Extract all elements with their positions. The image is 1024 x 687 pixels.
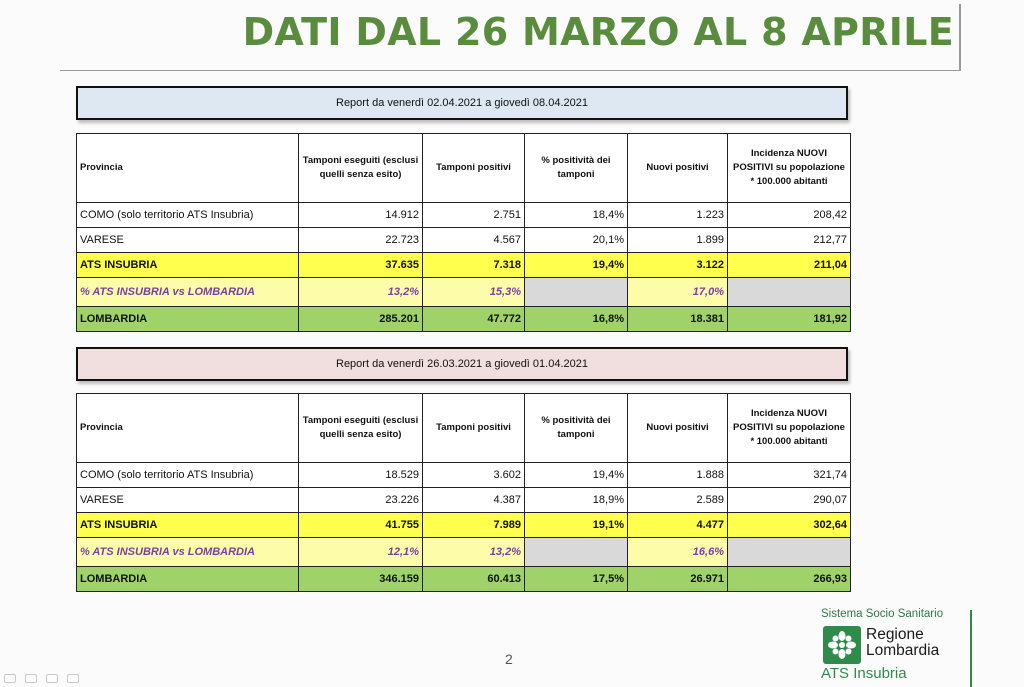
- cell: 13,2%: [299, 278, 423, 307]
- cell: 1.223: [628, 203, 728, 228]
- cell: 302,64: [728, 513, 851, 538]
- col-incidenza: Incidenza NUOVI POSITIVI su popolazione * 100.000 abitanti: [728, 134, 851, 203]
- cell: 212,77: [728, 228, 851, 253]
- cell: 22.723: [299, 228, 423, 253]
- page-number: 2: [505, 651, 513, 667]
- cell: 18.529: [299, 463, 423, 488]
- cell: COMO (solo territorio ATS Insubria): [77, 203, 299, 228]
- cell: 285.201: [299, 307, 423, 332]
- cell: 23.226: [299, 488, 423, 513]
- logo-regione-line2: Lombardia: [866, 642, 940, 659]
- report-2-header: Report da venerdì 26.03.2021 a giovedì 01.04.2021: [76, 347, 848, 381]
- regione-lombardia-logo-icon: [823, 626, 861, 664]
- table-row-varese: [77, 488, 851, 513]
- col-tamponi-eseguiti: Tamponi eseguiti (esclusi quelli senza esito): [299, 134, 423, 203]
- cell: ATS INSUBRIA: [77, 253, 299, 278]
- table-row-ats-insubria: [77, 253, 851, 278]
- cell: 18,4%: [525, 203, 628, 228]
- col-tamponi-positivi: Tamponi positivi: [423, 134, 525, 203]
- cell: COMO (solo territorio ATS Insubria): [77, 463, 299, 488]
- col-nuovi-positivi: Nuovi positivi: [628, 134, 728, 203]
- title-divider: [60, 70, 960, 71]
- cell: 346.159: [299, 567, 423, 592]
- table-row-lombardia: [77, 567, 851, 592]
- table-row-pct-vs-lombardia: [77, 538, 851, 567]
- cell: 181,92: [728, 307, 851, 332]
- table-row-como: [77, 463, 851, 488]
- cell: VARESE: [77, 488, 299, 513]
- table-row-pct-vs-lombardia: [77, 278, 851, 307]
- title-vertical-divider: [959, 4, 961, 71]
- cell: 17,0%: [628, 278, 728, 307]
- cell: 7.989: [423, 513, 525, 538]
- cell: LOMBARDIA: [77, 307, 299, 332]
- col-provincia: Provincia: [77, 134, 299, 203]
- next-slide-icon[interactable]: [67, 674, 79, 683]
- pen-icon[interactable]: [25, 674, 37, 683]
- cell: % ATS INSUBRIA vs LOMBARDIA: [77, 538, 299, 567]
- logo-regione-text: [866, 627, 939, 659]
- cell: 3.122: [628, 253, 728, 278]
- prev-slide-icon[interactable]: [4, 674, 16, 683]
- cell: 4.387: [423, 488, 525, 513]
- report-1-header: Report da venerdì 02.04.2021 a giovedì 08.04.2021: [76, 86, 848, 120]
- cell: 14.912: [299, 203, 423, 228]
- slide-title: DATI DAL 26 MARZO AL 8 APRILE: [242, 10, 954, 54]
- col-nuovi-positivi: Nuovi positivi: [628, 394, 728, 463]
- cell: 321,74: [728, 463, 851, 488]
- cell: [728, 538, 851, 567]
- report-2-table: [76, 393, 851, 592]
- cell: 19,4%: [525, 253, 628, 278]
- cell: [525, 278, 628, 307]
- cell: % ATS INSUBRIA vs LOMBARDIA: [77, 278, 299, 307]
- cell: 19,1%: [525, 513, 628, 538]
- col-incidenza: Incidenza NUOVI POSITIVI su popolazione * 100.000 abitanti: [728, 394, 851, 463]
- cell: 211,04: [728, 253, 851, 278]
- cell: 208,42: [728, 203, 851, 228]
- cell: 41.755: [299, 513, 423, 538]
- presentation-toolbar[interactable]: [4, 674, 79, 683]
- cell: VARESE: [77, 228, 299, 253]
- cell: 37.635: [299, 253, 423, 278]
- cell: 20,1%: [525, 228, 628, 253]
- cell: 13,2%: [423, 538, 525, 567]
- cell: 4.477: [628, 513, 728, 538]
- table-header-row: [77, 134, 851, 203]
- cell: ATS INSUBRIA: [77, 513, 299, 538]
- cell: 4.567: [423, 228, 525, 253]
- table-row-como: [77, 203, 851, 228]
- cell: 12,1%: [299, 538, 423, 567]
- cell: 16,6%: [628, 538, 728, 567]
- cell: 18.381: [628, 307, 728, 332]
- cell: [525, 538, 628, 567]
- cell: 26.971: [628, 567, 728, 592]
- logo-divider: [970, 610, 972, 687]
- logo-ats-text: ATS Insubria: [821, 665, 907, 682]
- table-row-ats-insubria: [77, 513, 851, 538]
- cell: 17,5%: [525, 567, 628, 592]
- cell: 266,93: [728, 567, 851, 592]
- col-tamponi-eseguiti: Tamponi eseguiti (esclusi quelli senza esito): [299, 394, 423, 463]
- cell: 1.888: [628, 463, 728, 488]
- cell: 1.899: [628, 228, 728, 253]
- cell: 19,4%: [525, 463, 628, 488]
- cell: 3.602: [423, 463, 525, 488]
- col-tamponi-positivi: Tamponi positivi: [423, 394, 525, 463]
- cell: LOMBARDIA: [77, 567, 299, 592]
- logo-regione-line1: Regione: [866, 626, 924, 643]
- table-header-row: [77, 394, 851, 463]
- cell: 290,07: [728, 488, 851, 513]
- cell: 18,9%: [525, 488, 628, 513]
- col-positivita: % positività dei tamponi: [525, 394, 628, 463]
- table-row-varese: [77, 228, 851, 253]
- col-provincia: Provincia: [77, 394, 299, 463]
- cell: 47.772: [423, 307, 525, 332]
- logo-sistema-text: Sistema Socio Sanitario: [821, 608, 944, 620]
- cell: 2.589: [628, 488, 728, 513]
- slides-icon[interactable]: [46, 674, 58, 683]
- table-row-lombardia: [77, 307, 851, 332]
- report-1-table: [76, 133, 851, 332]
- cell: 2.751: [423, 203, 525, 228]
- cell: 60.413: [423, 567, 525, 592]
- cell: 16,8%: [525, 307, 628, 332]
- cell: [728, 278, 851, 307]
- cell: 7.318: [423, 253, 525, 278]
- cell: 15,3%: [423, 278, 525, 307]
- col-positivita: % positività dei tamponi: [525, 134, 628, 203]
